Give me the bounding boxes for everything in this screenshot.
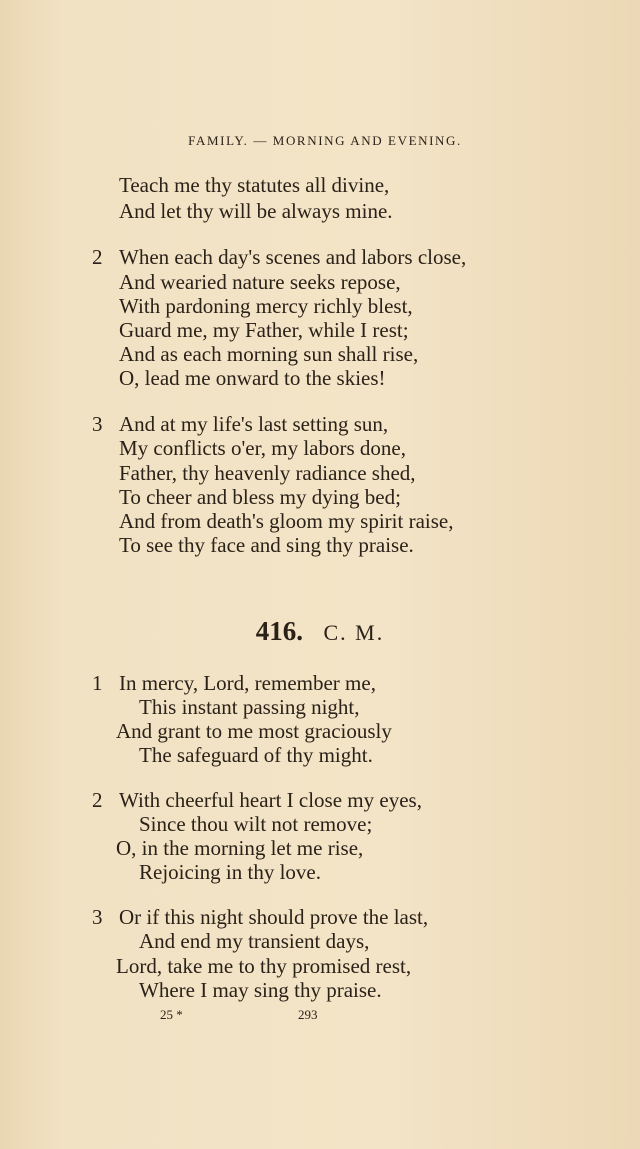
verse-line: And grant to me most graciously (116, 719, 392, 743)
verse-line: Teach me thy statutes all divine, (119, 173, 390, 197)
stanza-number: 3 (92, 412, 103, 436)
verse-line: To see thy face and sing thy praise. (119, 533, 414, 557)
hymn-heading (0, 618, 640, 645)
verse-line: And at my life's last setting sun, (119, 412, 389, 436)
verse-line: Where I may sing thy praise. (139, 978, 382, 1002)
stanza-number: 3 (92, 905, 103, 929)
verse-line: To cheer and bless my dying bed; (119, 485, 401, 509)
verse-line: O, lead me onward to the skies! (119, 366, 386, 390)
hymn-meter: C. M. (323, 620, 385, 645)
stanza-number: 2 (92, 788, 103, 812)
verse-line: In mercy, Lord, remember me, (119, 671, 376, 695)
hymn-number: 416. (255, 616, 303, 646)
verse-line: And let thy will be always mine. (119, 199, 393, 223)
verse-line: Or if this night should prove the last, (119, 905, 429, 929)
verse-line: This instant passing night, (139, 695, 360, 719)
verse-line: O, in the morning let me rise, (116, 836, 364, 860)
verse-line: When each day's scenes and labors close, (119, 245, 467, 269)
verse-line: My conflicts o'er, my labors done, (119, 436, 406, 460)
verse-line: And end my transient days, (139, 929, 370, 953)
verse-line: Rejoicing in thy love. (139, 860, 321, 884)
verse-line: Lord, take me to thy promised rest, (116, 954, 412, 978)
verse-line: The safeguard of thy might. (139, 743, 373, 767)
running-head: FAMILY. — MORNING AND EVENING. (188, 133, 462, 148)
verse-line: And as each morning sun shall rise, (119, 342, 419, 366)
verse-line: And from death's gloom my spirit raise, (119, 509, 454, 533)
verse-line: With pardoning mercy richly blest, (119, 294, 413, 318)
stanza-number: 2 (92, 245, 103, 269)
verse-line: With cheerful heart I close my eyes, (119, 788, 422, 812)
page-number: 293 (298, 1007, 318, 1022)
stanza-number: 1 (92, 671, 103, 695)
verse-line: Guard me, my Father, while I rest; (119, 318, 409, 342)
verse-line: Father, thy heavenly radiance shed, (119, 461, 416, 485)
verse-line: Since thou wilt not remove; (139, 812, 373, 836)
verse-line: And wearied nature seeks repose, (119, 270, 401, 294)
signature-mark: 25 * (160, 1007, 183, 1022)
